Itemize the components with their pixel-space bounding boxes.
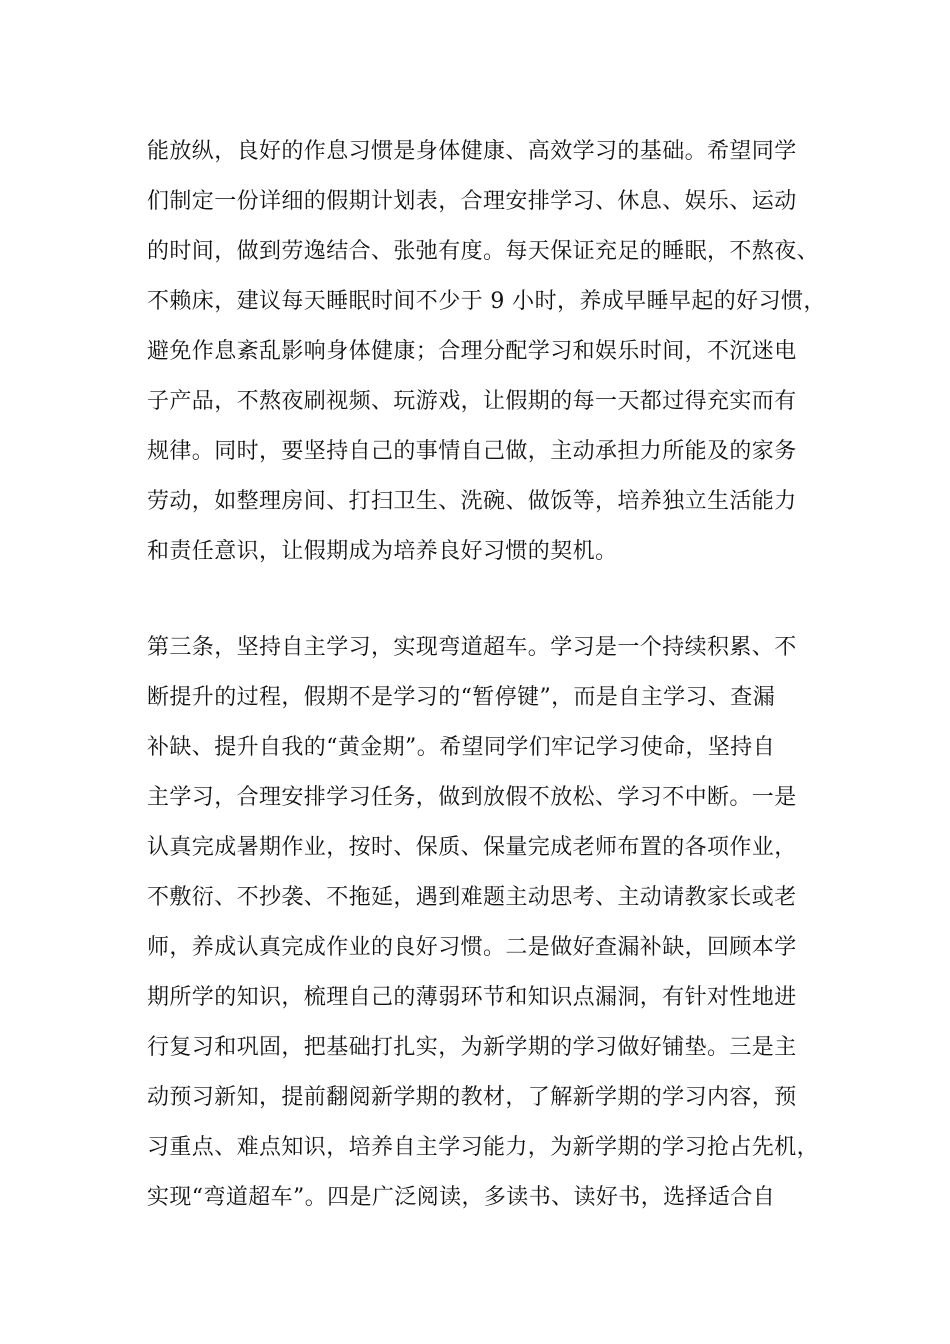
text-line: 主学习，合理安排学习任务，做到放假不放松、学习不中断。一是 — [147, 785, 797, 810]
text-line: 断提升的过程，假期不是学习的“暂停键”，而是自主学习、查漏 — [147, 685, 776, 710]
text-line: 们制定一份详细的假期计划表，合理安排学习、休息、娱乐、运动 — [147, 189, 797, 214]
text-line: 习重点、难点知识，培养自主学习能力，为新学期的学习抢占先机， — [147, 1135, 820, 1160]
text-line: 劳动，如整理房间、打扫卫生、洗碗、做饭等，培养独立生活能力 — [147, 489, 797, 514]
text-line: 动预习新知，提前翻阅新学期的教材，了解新学期的学习内容，预 — [147, 1085, 797, 1110]
text-line: 认真完成暑期作业，按时、保质、保量完成老师布置的各项作业， — [147, 835, 797, 860]
text-line: 行复习和巩固，把基础打扎实，为新学期的学习做好铺垫。三是主 — [147, 1035, 797, 1060]
text-line: 补缺、提升自我的“黄金期”。希望同学们牢记学习使命，坚持自 — [147, 735, 776, 760]
paragraph-self-study — [147, 623, 827, 1223]
text-line: 避免作息紊乱影响身体健康；合理分配学习和娱乐时间，不沉迷电 — [147, 339, 797, 364]
paragraph-routine-habits — [147, 127, 827, 577]
text-line: 子产品，不熬夜刷视频、玩游戏，让假期的每一天都过得充实而有 — [147, 389, 797, 414]
text-line: 实现“弯道超车”。四是广泛阅读，多读书、读好书，选择适合自 — [147, 1185, 776, 1210]
text-line: 期所学的知识，梳理自己的薄弱环节和知识点漏洞，有针对性地进 — [147, 985, 797, 1010]
text-line: 不敷衍、不抄袭、不拖延，遇到难题主动思考、主动请教家长或老 — [147, 885, 797, 910]
text-line: 不赖床，建议每天睡眠时间不少于 9 小时，养成早睡早起的好习惯， — [147, 289, 826, 314]
text-line: 的时间，做到劳逸结合、张弛有度。每天保证充足的睡眠，不熬夜、 — [147, 239, 820, 264]
text-line: 第三条，坚持自主学习，实现弯道超车。学习是一个持续积累、不 — [147, 635, 797, 660]
text-line: 规律。同时，要坚持自己的事情自己做，主动承担力所能及的家务 — [147, 439, 797, 464]
text-line: 师，养成认真完成作业的良好习惯。二是做好查漏补缺，回顾本学 — [147, 935, 797, 960]
text-line: 和责任意识，让假期成为培养良好习惯的契机。 — [147, 539, 618, 564]
text-line: 能放纵，良好的作息习惯是身体健康、高效学习的基础。希望同学 — [147, 139, 797, 164]
